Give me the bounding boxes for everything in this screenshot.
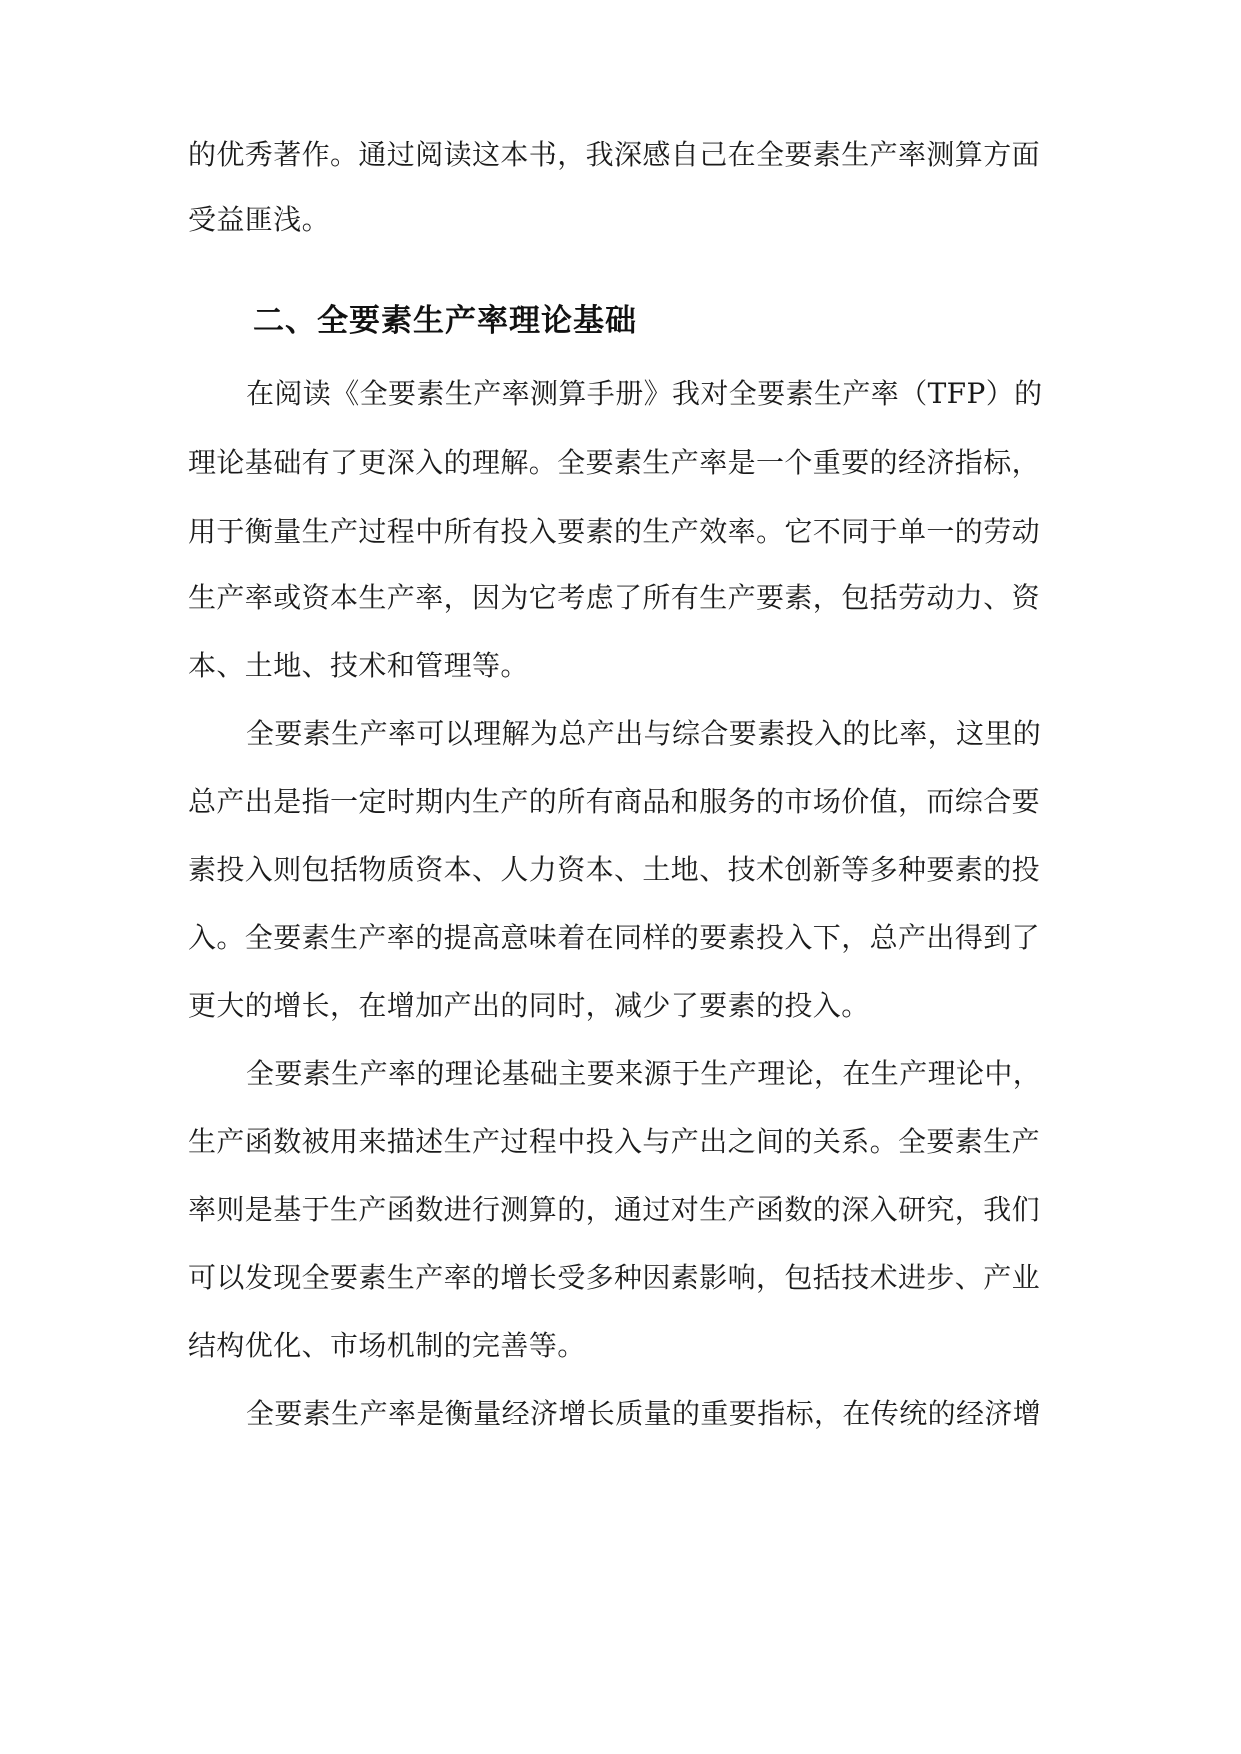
paragraph-line: 受益匪浅。 <box>188 203 331 236</box>
paragraph-line: 更大的增长，在增加产出的同时，减少了要素的投入。 <box>188 989 870 1022</box>
paragraph-line: 总产出是指一定时期内生产的所有商品和服务的市场价值，而综合要 <box>188 785 1041 818</box>
paragraph-line: 可以发现全要素生产率的增长受多种因素影响，包括技术进步、产业 <box>188 1261 1041 1294</box>
paragraph-line: 本、土地、技术和管理等。 <box>188 649 529 682</box>
paragraph-line: 全要素生产率的理论基础主要来源于生产理论，在生产理论中， <box>246 1057 1042 1090</box>
paragraph-line: 全要素生产率是衡量经济增长质量的重要指标，在传统的经济增 <box>246 1397 1042 1430</box>
paragraph-line: 生产函数被用来描述生产过程中投入与产出之间的关系。全要素生产 <box>188 1125 1041 1158</box>
paragraph-line: 生产率或资本生产率，因为它考虑了所有生产要素，包括劳动力、资 <box>188 581 1041 614</box>
paragraph-line: 理论基础有了更深入的理解。全要素生产率是一个重要的经济指标， <box>188 446 1041 479</box>
paragraph-line: 结构优化、市场机制的完善等。 <box>188 1329 586 1362</box>
paragraph-line: 入。全要素生产率的提高意味着在同样的要素投入下，总产出得到了 <box>188 921 1041 954</box>
paragraph-line: 素投入则包括物质资本、人力资本、土地、技术创新等多种要素的投 <box>188 853 1041 886</box>
paragraph-line: 用于衡量生产过程中所有投入要素的生产效率。它不同于单一的劳动 <box>188 515 1041 548</box>
section-heading: 二、全要素生产率理论基础 <box>253 303 637 339</box>
paragraph-line: 全要素生产率可以理解为总产出与综合要素投入的比率，这里的 <box>246 717 1042 750</box>
paragraph-line: 在阅读《全要素生产率测算手册》我对全要素生产率（TFP）的 <box>246 377 1043 410</box>
paragraph-line: 的优秀著作。通过阅读这本书，我深感自己在全要素生产率测算方面 <box>188 138 1041 171</box>
paragraph-line: 率则是基于生产函数进行测算的，通过对生产函数的深入研究，我们 <box>188 1193 1041 1226</box>
